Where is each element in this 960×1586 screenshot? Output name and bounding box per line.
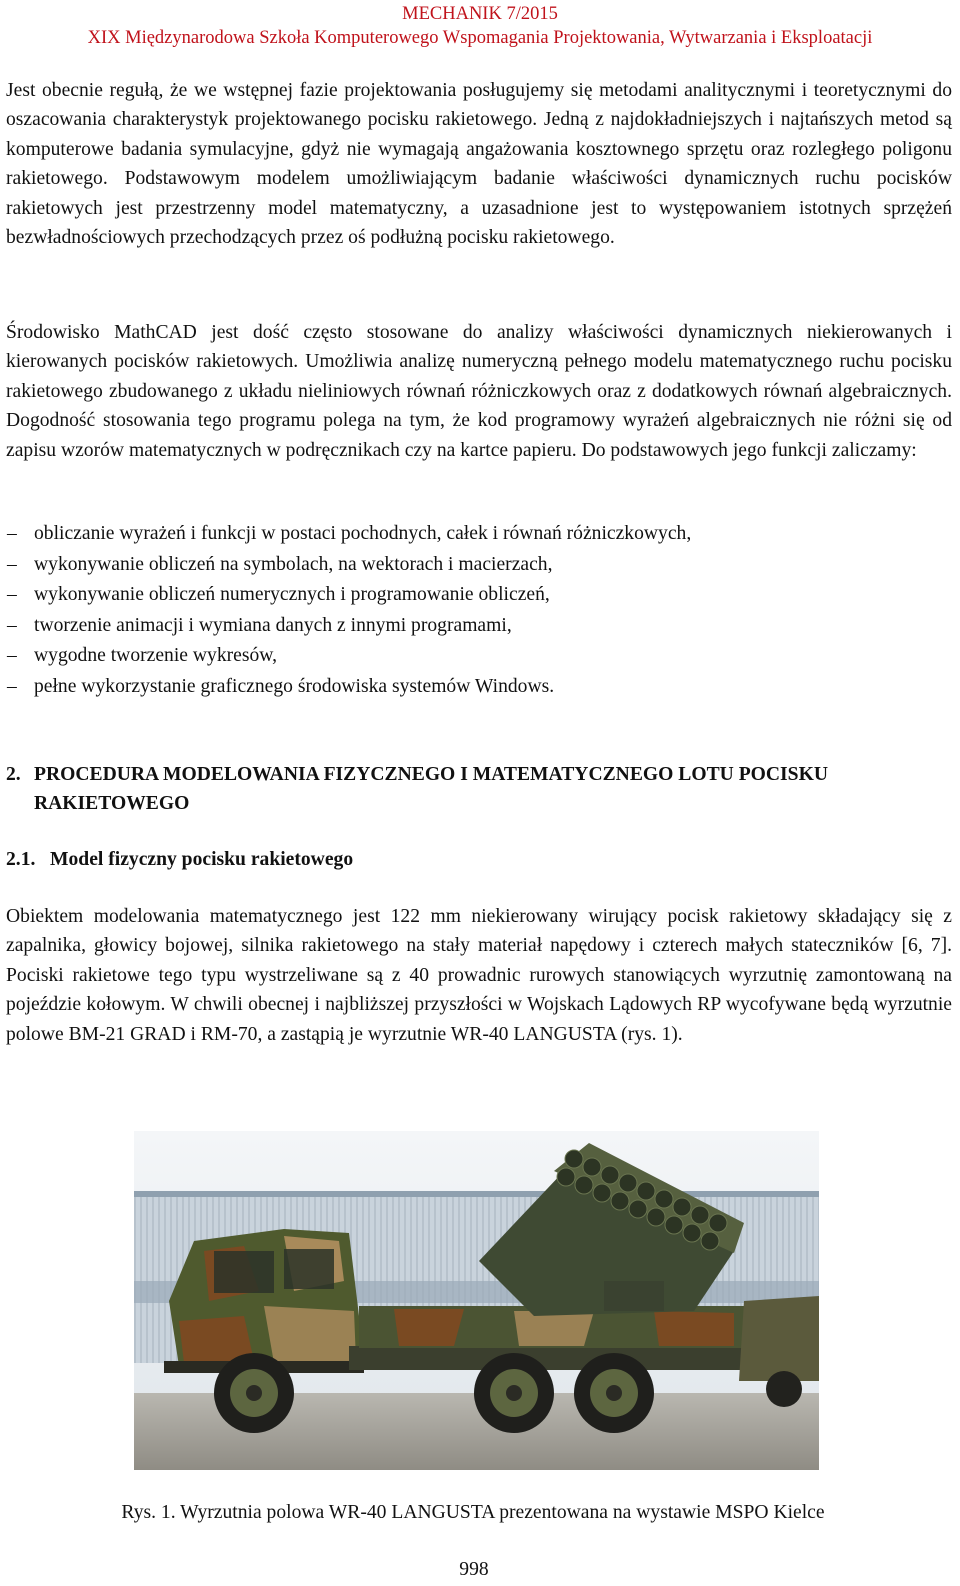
section-heading xyxy=(6,760,954,818)
list-item-text: wygodne tworzenie wykresów, xyxy=(34,645,278,666)
rocket-launcher-photo xyxy=(134,1131,819,1470)
paragraph-mathcad: Środowisko MathCAD jest dość często stosowane do analizy właściwości dynamicznych niekierowanych i kierowanych pocisków rakietowych. Umożliwia analizę numeryczną pełnego modelu matematycznego ruchu pocisku rakietowego zbudowanego z układu nieliniowych równań różniczkowych oraz z dodatkowych równań algebraicznych. Dogodność stosowania tego programu polega na tym, że kod programowy wyrażeń algebraicznych nie różni się od zapisu wzorów matematycznych w podręcznikach czy na kartce papieru. Do podstawowych jego funkcji zaliczamy: xyxy=(6,322,952,461)
list-item xyxy=(6,519,952,550)
hall-roofline xyxy=(134,1191,819,1197)
dash-marker: – xyxy=(7,584,17,605)
dash-marker: – xyxy=(7,523,17,544)
list-item-text: tworzenie animacji i wymiana danych z innymi programami, xyxy=(34,614,512,636)
feature-list xyxy=(6,519,952,702)
list-item xyxy=(6,580,952,611)
page-number: 998 xyxy=(459,1559,489,1580)
subsection-title: Model fizyczny pocisku rakietowego xyxy=(50,849,354,870)
journal-header: MECHANIK 7/2015 xyxy=(402,4,558,24)
list-item xyxy=(6,641,952,672)
list-item xyxy=(6,611,952,642)
conference-header: XIX Międzynarodowa Szkoła Komputerowego Wspomagania Projektowania, Wytwarzania i Eksploatacji xyxy=(87,28,873,48)
truck-chassis xyxy=(349,1306,779,1370)
list-item xyxy=(6,550,952,581)
dash-marker: – xyxy=(7,675,17,697)
subsection-heading xyxy=(6,845,960,874)
paragraph-model: Obiektem modelowania matematycznego jest 122 mm niekierowany wirujący pocisk rakietowy składający się z zapalnika, głowicy bojowej, silnika rakietowego na stały materiał napędowy i czterech małych stateczników [6, 7]. Pociski rakietowe tego typu wystrzeliwane są z 40 prowadnic rurowych stanowiących wyrzutnię zamontowaną na pojeździe kołowym. W chwili obecnej i najbliższej przyszłości w Wojskach Lądowych RP wycofywane będą wyrzutnie polowe BM-21 GRAD i RM-70, a zastąpią je wyrzutnie WR-40 LANGUSTA (rys. 1). xyxy=(6,906,952,1045)
dash-marker: – xyxy=(7,553,17,575)
section-number: 2. xyxy=(6,764,21,785)
paragraph-intro: Jest obecnie regułą, że we wstępnej fazie projektowania posługujemy się metodami analitycznymi i teoretycznymi do oszacowania charakterystyk projektowanego pocisku rakietowego. Jedną z najdokładniejszych i najtańszych metod są komputerowe badania symulacyjne, gdyż nie wymagają angażowania kosztownego sprzętu oraz rozległego poligonu rakietowego. Podstawowym modelem umożliwiającym badanie właściwości dynamicznych ruchu pocisków rakietowych jest przestrzenny model matematyczny, a uzasadnione jest to występowaniem istotnych sprzężeń bezwładnościowych przechodzących przez oś podłużną pocisku rakietowego. xyxy=(6,80,952,249)
list-item-text: wykonywanie obliczeń numerycznych i programowanie obliczeń, xyxy=(34,584,550,605)
list-item-text: obliczanie wyrażeń i funkcji w postaci pochodnych, całek i równań różniczkowych, xyxy=(34,523,692,544)
dash-marker: – xyxy=(7,614,17,636)
truck-cab xyxy=(164,1229,364,1373)
list-item xyxy=(6,672,952,703)
dash-marker: – xyxy=(7,645,17,666)
figure-caption: Rys. 1. Wyrzutnia polowa WR-40 LANGUSTA prezentowana na wystawie MSPO Kielce xyxy=(121,1502,825,1523)
list-item-text: wykonywanie obliczeń na symbolach, na wektorach i macierzach, xyxy=(34,553,553,575)
subsection-number: 2.1. xyxy=(6,849,36,870)
list-item-text: pełne wykorzystanie graficznego środowiska systemów Windows. xyxy=(34,675,555,697)
section-title: PROCEDURA MODELOWANIA FIZYCZNEGO I MATEMATYCZNEGO LOTU POCISKU RAKIETOWEGO xyxy=(34,764,828,814)
